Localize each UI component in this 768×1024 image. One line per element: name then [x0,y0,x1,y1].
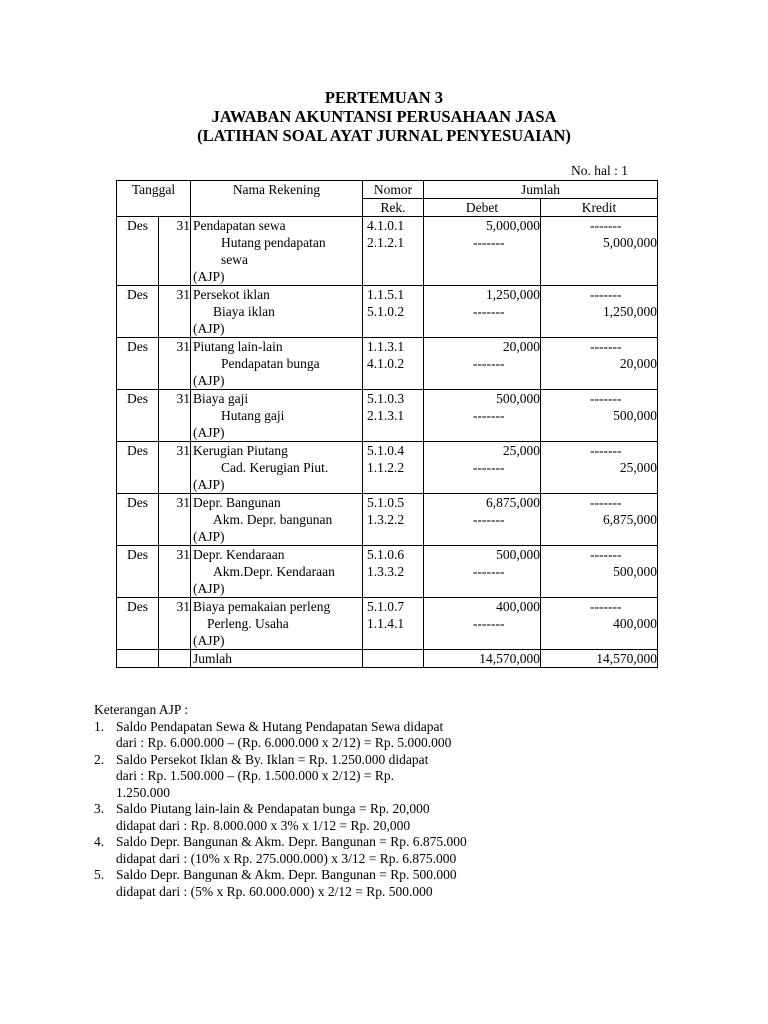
kredit-amount: 25,000 [619,460,657,475]
entry-month: Des [117,217,159,286]
debet-dash: ------- [473,304,505,319]
kredit-amount: 500,000 [613,408,657,423]
account-names [191,338,363,390]
credit-account: Cad. Kerugian Piut. [221,460,329,475]
note-item [94,867,534,900]
kredit-cell [541,442,658,494]
kredit-dash: ------- [590,391,622,406]
account-names [191,286,363,338]
account-numbers [363,338,424,390]
kredit-cell [541,338,658,390]
debit-account-no: 5.1.0.3 [367,391,405,406]
debet-amount: 20,000 [502,339,540,354]
kredit-dash: ------- [590,495,622,510]
kredit-cell [541,546,658,598]
entry-month: Des [117,546,159,598]
entry-month: Des [117,338,159,390]
account-names [191,442,363,494]
credit-account: Pendapatan bunga [221,356,320,371]
debit-account: Depr. Kendaraan [193,547,285,562]
journal-table [116,180,658,668]
account-numbers [363,217,424,286]
account-numbers [363,598,424,650]
entry-day: 31 [159,494,191,546]
journal-ref: (AJP) [193,581,225,596]
account-names [191,494,363,546]
header-nama-rekening: Nama Rekening [191,181,363,217]
debet-cell [424,546,541,598]
journal-ref: (AJP) [193,321,225,336]
debet-cell [424,217,541,286]
entry-month: Des [117,286,159,338]
debit-account: Kerugian Piutang [193,443,288,458]
entry-month: Des [117,442,159,494]
kredit-dash: ------- [590,287,622,302]
debit-account: Biaya pemakaian perleng [193,599,331,614]
credit-account-no: 1.1.4.1 [367,616,405,631]
table-row [117,286,658,338]
account-numbers [363,494,424,546]
debet-amount: 500,000 [496,547,540,562]
note-item [94,801,534,834]
credit-account: Hutang pendapatan [221,235,326,250]
credit-account-no: 4.1.0.2 [367,356,405,371]
entry-day: 31 [159,598,191,650]
notes-section [94,702,534,900]
debit-account: Depr. Bangunan [193,495,281,510]
debit-account-no: 5.1.0.4 [367,443,405,458]
notes-heading: Keterangan AJP : [94,702,188,717]
note-item [94,719,534,752]
note-line: didapat dari : Rp. 8.000.000 x 3% x 1/12 = Rp. 20,000 [116,817,411,833]
debet-dash: ------- [473,460,505,475]
header-tanggal: Tanggal [117,181,191,217]
debit-account: Persekot iklan [193,287,270,302]
debet-cell [424,390,541,442]
header-kredit: Kredit [541,199,658,217]
title-meeting: PERTEMUAN 3 [324,88,444,107]
credit-account-no: 1.3.2.2 [367,512,405,527]
kredit-cell [541,286,658,338]
header-debet: Debet [424,199,541,217]
title-sub: (LATIHAN SOAL AYAT JURNAL PENYESUAIAN) [197,126,571,145]
entry-day: 31 [159,286,191,338]
kredit-amount: 20,000 [619,356,657,371]
note-line: didapat dari : (10% x Rp. 275.000.000) x 3/12 = Rp. 6.875.000 [116,850,457,866]
credit-account-no: 1.3.3.2 [367,564,405,579]
journal-ref: (AJP) [193,269,225,284]
debet-cell [424,494,541,546]
note-line: Saldo Depr. Bangunan & Akm. Depr. Bangunan = Rp. 6.875.000 [116,834,467,849]
header-jumlah: Jumlah [424,181,658,199]
kredit-dash: ------- [590,599,622,614]
journal-ref: (AJP) [193,529,225,544]
journal-ref: (AJP) [193,425,225,440]
account-numbers [363,286,424,338]
entry-day: 31 [159,217,191,286]
table-row [117,546,658,598]
note-line: dari : Rp. 1.500.000 – (Rp. 1.500.000 x 2/12) = Rp. [116,768,394,783]
credit-account-no: 2.1.3.1 [367,408,405,423]
note-line: Saldo Pendapatan Sewa & Hutang Pendapatan Sewa didapat [116,718,444,734]
total-row [117,650,658,668]
debet-cell [424,442,541,494]
debit-account-no: 4.1.0.1 [367,218,405,233]
kredit-amount: 1,250,000 [603,304,657,319]
table-row [117,598,658,650]
debit-account-no: 5.1.0.7 [367,599,405,614]
note-line: 1.250.000 [116,784,170,800]
total-kredit: 14,570,000 [541,650,658,668]
journal-ref: (AJP) [193,633,225,648]
debet-amount: 6,875,000 [486,495,540,510]
kredit-amount: 6,875,000 [603,512,657,527]
credit-account-no: 1.1.2.2 [367,460,405,475]
debit-account-no: 1.1.5.1 [367,287,405,302]
debet-amount: 1,250,000 [486,287,540,302]
note-item [94,834,534,867]
debit-account-no: 1.1.3.1 [367,339,405,354]
account-names [191,390,363,442]
debet-amount: 5,000,000 [486,218,540,233]
debet-cell [424,338,541,390]
table-row [117,494,658,546]
credit-account-no: 2.1.2.1 [367,235,405,250]
account-numbers [363,390,424,442]
table-row [117,217,658,286]
document-title-block [0,88,768,145]
journal-ref: (AJP) [193,477,225,492]
total-label: Jumlah [191,650,363,668]
table-row [117,338,658,390]
debet-dash: ------- [473,512,505,527]
debit-account: Biaya gaji [193,391,249,406]
credit-account: sewa [221,252,248,267]
kredit-amount: 5,000,000 [603,235,657,250]
table-row [117,390,658,442]
note-line: Saldo Persekot Iklan & By. Iklan = Rp. 1.250.000 didapat [116,751,429,767]
total-debet: 14,570,000 [424,650,541,668]
debet-dash: ------- [473,235,505,250]
debet-dash: ------- [473,616,505,631]
debet-dash: ------- [473,408,505,423]
kredit-cell [541,494,658,546]
debet-amount: 25,000 [502,443,540,458]
kredit-dash: ------- [590,547,622,562]
debet-cell [424,286,541,338]
debet-cell [424,598,541,650]
note-line: dari : Rp. 6.000.000 – (Rp. 6.000.000 x 2/12) = Rp. 5.000.000 [116,735,452,750]
page-number: No. hal : 1 [571,163,628,178]
notes-list [94,719,534,901]
kredit-amount: 400,000 [613,616,657,631]
kredit-dash: ------- [590,339,622,354]
debet-amount: 500,000 [496,391,540,406]
debit-account: Piutang lain-lain [193,339,283,354]
debet-amount: 400,000 [496,599,540,614]
note-number: 4. [94,834,105,849]
kredit-dash: ------- [590,443,622,458]
entry-day: 31 [159,390,191,442]
kredit-amount: 500,000 [613,564,657,579]
journal-ref: (AJP) [193,373,225,388]
debit-account-no: 5.1.0.5 [367,495,405,510]
entry-day: 31 [159,442,191,494]
note-number: 1. [94,718,105,734]
credit-account-no: 5.1.0.2 [367,304,405,319]
account-numbers [363,442,424,494]
debet-dash: ------- [473,356,505,371]
entry-day: 31 [159,546,191,598]
kredit-cell [541,390,658,442]
credit-account: Hutang gaji [221,408,285,423]
debit-account-no: 5.1.0.6 [367,547,405,562]
note-line: didapat dari : (5% x Rp. 60.000.000) x 2/12 = Rp. 500.000 [116,883,433,899]
journal-entries [117,217,658,650]
kredit-cell [541,598,658,650]
kredit-cell [541,217,658,286]
note-item [94,752,534,802]
note-number: 2. [94,751,105,767]
credit-account: Perleng. Usaha [207,616,289,631]
header-rek: Rek. [363,199,424,217]
account-names [191,546,363,598]
entry-month: Des [117,598,159,650]
credit-account: Biaya iklan [213,304,275,319]
account-names [191,217,363,286]
credit-account: Akm.Depr. Kendaraan [213,564,335,579]
table-row [117,442,658,494]
account-names [191,598,363,650]
note-number: 3. [94,801,105,816]
note-number: 5. [94,867,105,882]
entry-month: Des [117,494,159,546]
kredit-dash: ------- [590,218,622,233]
credit-account: Akm. Depr. bangunan [213,512,333,527]
debit-account: Pendapatan sewa [193,218,286,233]
entry-month: Des [117,390,159,442]
title-main: JAWABAN AKUNTANSI PERUSAHAAN JASA [211,107,557,126]
note-line: Saldo Depr. Bangunan & Akm. Depr. Bangunan = Rp. 500.000 [116,867,457,882]
debet-dash: ------- [473,564,505,579]
header-nomor: Nomor [363,181,424,199]
note-line: Saldo Piutang lain-lain & Pendapatan bunga = Rp. 20,000 [116,801,430,816]
account-numbers [363,546,424,598]
entry-day: 31 [159,338,191,390]
